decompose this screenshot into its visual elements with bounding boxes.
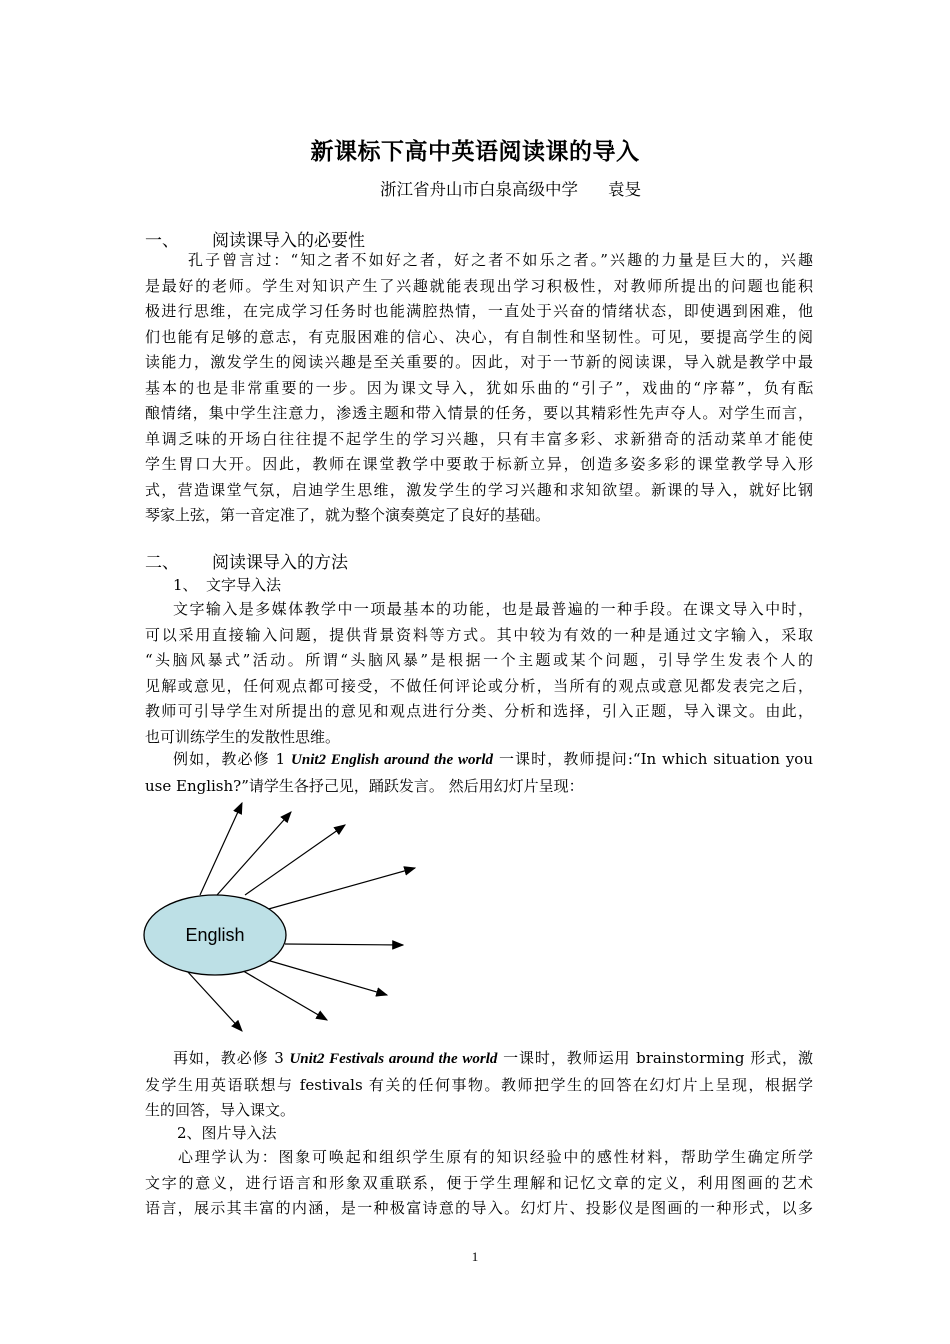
paragraph-line: 基本的也是非常重要的一步。因为课文导入，犹如乐曲的“引子”，戏曲的“序幕”，负有酝 bbox=[145, 378, 813, 397]
example2-line1 bbox=[145, 1046, 813, 1073]
example2-mid: 一课时，教师运用 brainstorming 形式，激 bbox=[497, 1049, 813, 1067]
example1-mid: 一课时，教师提问:“In which situation you bbox=[493, 750, 813, 768]
example2-pre: 再如，教必修 3 bbox=[173, 1049, 290, 1067]
example2-paragraph bbox=[145, 1046, 813, 1124]
arrow-line bbox=[200, 803, 242, 895]
example2-line3: 生的回答，导入课文。 bbox=[145, 1101, 296, 1119]
paragraph-line: 孔子曾言过：“知之者不如好之者，好之者不如乐之者。”兴趣的力量是巨大的，兴趣 bbox=[188, 251, 813, 269]
example1-line2: use English?”请学生各抒己见，踊跃发言。 然后用幻灯片呈现： bbox=[145, 776, 584, 795]
paragraph-line: 酿情绪，集中学生注意力，渗透主题和带入情景的任务，要以其精彩性先声夺人。对学生而言， bbox=[145, 404, 813, 422]
example1-pre: 例如，教必修 1 bbox=[173, 750, 292, 768]
section2-paragraph1 bbox=[145, 597, 813, 750]
english-label: English bbox=[185, 925, 245, 945]
paragraph-line: 文字输入是多媒体教学中一项最基本的功能，也是最普遍的一种手段。在课文导入中时， bbox=[173, 600, 813, 618]
section2-title: 阅读课导入的方法 bbox=[212, 553, 348, 573]
paragraph-line: “头脑风暴式”活动。所谓“头脑风暴”是根据一个主题或某个问题，引导学生发表个人的 bbox=[145, 651, 813, 669]
section2-paragraph2 bbox=[145, 1145, 813, 1222]
brainstorm-diagram bbox=[135, 795, 435, 1040]
section1-title: 阅读课导入的必要性 bbox=[212, 231, 365, 251]
arrow-line bbox=[285, 944, 403, 945]
section1-number: 一、 bbox=[145, 231, 179, 251]
paragraph-line: 琴家上弦，第一音定准了，就为整个演奏奠定了良好的基础。 bbox=[145, 506, 551, 524]
section2-heading bbox=[145, 548, 348, 573]
paragraph-line: 极进行思维，在完成学习任务时也能满腔热情，一直处于兴奋的情绪状态，即使遇到困难，他 bbox=[145, 302, 813, 320]
paragraph-line: 文字的意义，进行语言和形象双重联系，便于学生理解和记忆文章的定义，利用图画的艺术 bbox=[145, 1173, 813, 1192]
subsection1-title: 文字导入法 bbox=[206, 576, 282, 594]
paragraph-line: 见解或意见，任何观点都可接受，不做任何评论或分析，当所有的观点或意见都发表完之后， bbox=[145, 676, 813, 695]
subsection1-number: 1、 bbox=[173, 576, 198, 594]
paragraph-line: 单调乏味的开场白往往提不起学生的学习兴趣，只有丰富多彩、求新猎奇的活动菜单才能使 bbox=[145, 429, 813, 448]
arrow-line bbox=[260, 958, 387, 995]
author-school: 浙江省舟山市白泉高级中学 bbox=[380, 180, 578, 199]
paragraph-line: 们也能有足够的意志，有克服困难的信心、决心，有自制性和坚韧性。可见，要提高学生的阅 bbox=[145, 327, 813, 346]
paragraph-line: 可以采用直接输入问题，提供背景资料等方式。其中较为有效的一种是通过文字输入，采取 bbox=[145, 625, 813, 644]
subsection2-heading: 2、图片导入法 bbox=[177, 1124, 277, 1142]
arrow-line bbox=[187, 971, 242, 1031]
paragraph-line: 教师可引导学生对所提出的意见和观点进行分类、分析和选择，引入正题，导入课文。由此， bbox=[145, 702, 813, 720]
document-title: 新课标下高中英语阅读课的导入 bbox=[310, 139, 640, 165]
paragraph-line: 心理学认为：图象可唤起和组织学生原有的知识经验中的感性材料，帮助学生确定所学 bbox=[178, 1148, 813, 1166]
section1-paragraph bbox=[145, 248, 813, 529]
arrow-line bbox=[217, 812, 291, 895]
arrow-line bbox=[245, 825, 345, 895]
page-number: 1 bbox=[471, 1249, 479, 1264]
paragraph-line: 学生胃口大开。因此，教师在课堂教学中要敢于标新立异，创造多姿多彩的课堂教学导入形 bbox=[145, 455, 813, 473]
paragraph-line: 读能力，激发学生的阅读兴趣是至关重要的。因此，对于一节新的阅读课，导入就是教学中最 bbox=[145, 353, 813, 371]
author-name: 袁旻 bbox=[608, 180, 641, 199]
author-line bbox=[380, 176, 641, 200]
section2-number: 二、 bbox=[145, 553, 179, 573]
example1-line1 bbox=[145, 747, 813, 774]
arrow-line bbox=[265, 868, 415, 910]
paragraph-line: 语言，展示其丰富的内涵，是一种极富诗意的导入。幻灯片、投影仪是图画的一种形式，以多 bbox=[145, 1199, 813, 1217]
paragraph-line: 式，营造课堂气氛，启迪学生思维，激发学生的学习兴趣和求知欲望。新课的导入，就好比钢 bbox=[145, 480, 813, 499]
example1-paragraph bbox=[145, 747, 813, 799]
example2-line2: 发学生用英语联想与 festivals 有关的任何事物。教师把学生的回答在幻灯片上呈现，根据学 bbox=[145, 1075, 813, 1094]
subsection1-heading bbox=[173, 574, 281, 595]
example2-unit: Unit2 Festivals around the world bbox=[289, 1051, 498, 1067]
example1-unit: Unit2 English around the world bbox=[291, 752, 494, 768]
paragraph-line: 是最好的老师。学生对知识产生了兴趣就能表现出学习积极性，对教师所提出的问题也能积 bbox=[145, 276, 813, 295]
paragraph-line: 也可训练学生的发散性思维。 bbox=[145, 727, 341, 746]
